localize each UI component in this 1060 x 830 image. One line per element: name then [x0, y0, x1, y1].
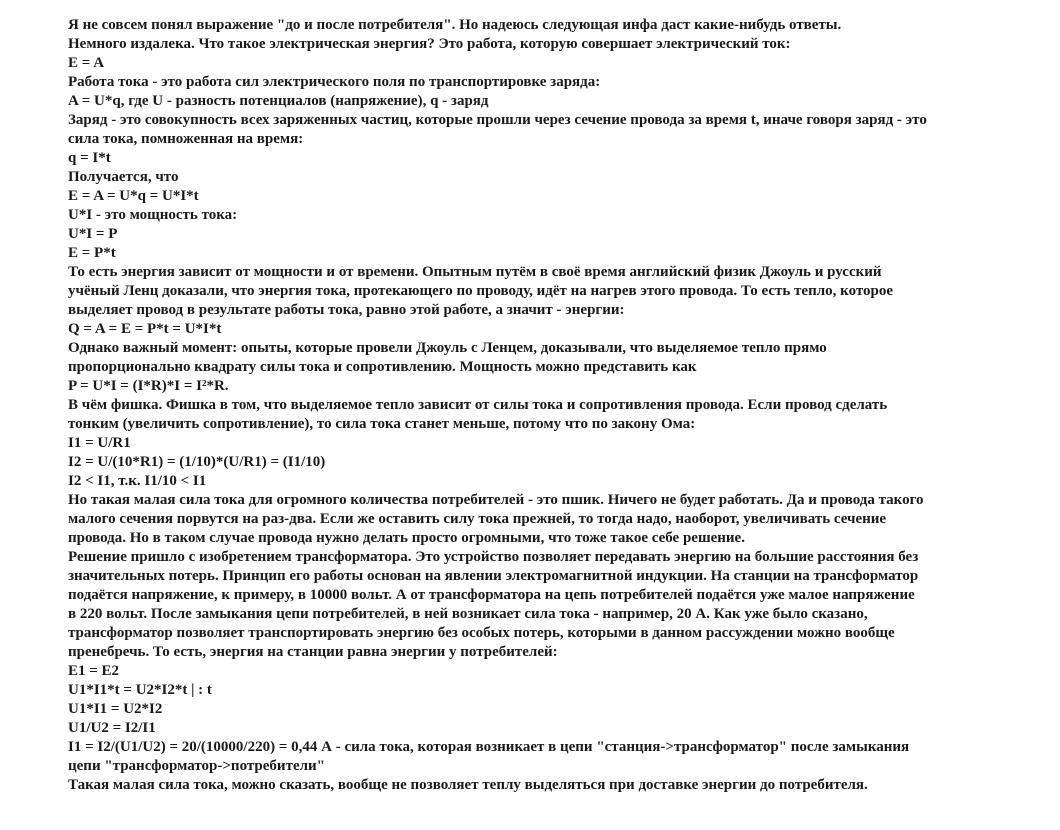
- text-line: пропорционально квадрату силы тока и сопротивлению. Мощность можно представить как: [68, 359, 697, 375]
- text-line: U*I = P: [68, 226, 118, 242]
- text-line: I1 = U/R1: [68, 435, 131, 451]
- document-text: [68, 16, 998, 795]
- text-line: малого сечения порвутся на раз-два. Если же оставить силу тока прежней, то тогда надо, наоборот, увеличивать сечение: [68, 511, 887, 527]
- text-line: провода. Но в таком случае провода нужно делать просто огромными, что тоже такое себе решение.: [68, 530, 745, 546]
- text-line: Заряд - это совокупность всех заряженных частиц, которые прошли через сечение провода за время t, иначе говоря заряд - это: [68, 112, 927, 128]
- text-line: в 220 вольт. После замыкания цепи потребителей, в ней возникает сила тока - например, 20 А. Как уже было сказано,: [68, 606, 868, 622]
- text-line: A = U*q, где U - разность потенциалов (напряжение), q - заряд: [68, 93, 489, 109]
- text-line: E1 = E2: [68, 663, 120, 679]
- text-line: цепи "трансформатор->потребители": [68, 758, 325, 774]
- text-line: U*I - это мощность тока:: [68, 207, 238, 223]
- text-line: сила тока, помноженная на время:: [68, 131, 304, 147]
- text-line: E = A: [68, 55, 105, 71]
- text-line: Получается, что: [68, 169, 179, 185]
- text-line: U1/U2 = I2/I1: [68, 720, 156, 736]
- text-line: Q = A = E = P*t = U*I*t: [68, 321, 222, 337]
- text-line: I2 < I1, т.к. I1/10 < I1: [68, 473, 207, 489]
- text-line: То есть энергия зависит от мощности и от времени. Опытным путём в своё время английский физик Джоуль и русский: [68, 264, 882, 280]
- text-line: Решение пришло с изобретением трансформатора. Это устройство позволяет передавать энергию на большие расстояния без: [68, 549, 919, 565]
- text-line: В чём фишка. Фишка в том, что выделяемое тепло зависит от силы тока и сопротивления провода. Если провод сделать: [68, 397, 888, 413]
- text-line: E = A = U*q = U*I*t: [68, 188, 199, 204]
- text-line: значительных потерь. Принцип его работы основан на явлении электромагнитной индукции. На станции на трансформатор: [68, 568, 919, 584]
- text-line: пренебречь. То есть, энергия на станции равна энергии у потребителей:: [68, 644, 558, 660]
- text-line: P = U*I = (I*R)*I = I²*R.: [68, 378, 229, 394]
- text-line: Немного издалека. Что такое электрическая энергия? Это работа, которую совершает электрический ток:: [68, 36, 791, 52]
- text-line: q = I*t: [68, 150, 111, 166]
- text-line: I1 = I2/(U1/U2) = 20/(10000/220) = 0,44 А - сила тока, которая возникает в цепи "станция->трансформатор" после замыкания: [68, 739, 910, 755]
- text-line: подаётся напряжение, к примеру, в 10000 вольт. А от трансформатора на цепь потребителей подаётся уже малое напряжение: [68, 587, 915, 603]
- text-line: тонким (увеличить сопротивление), то сила тока станет меньше, потому что по закону Ома:: [68, 416, 696, 432]
- text-line: Работа тока - это работа сил электрического поля по транспортировке заряда:: [68, 74, 601, 90]
- text-line: U1*I1*t = U2*I2*t | : t: [68, 682, 212, 698]
- text-line: U1*I1 = U2*I2: [68, 701, 163, 717]
- text-line: I2 = U/(10*R1) = (1/10)*(U/R1) = (I1/10): [68, 454, 326, 470]
- text-line: Такая малая сила тока, можно сказать, вообще не позволяет теплу выделяться при доставке энергии до потребителя.: [68, 777, 868, 793]
- text-line: Но такая малая сила тока для огромного количества потребителей - это пшик. Ничего не будет работать. Да и провода такого: [68, 492, 924, 508]
- text-line: Я не совсем понял выражение "до и после потребителя". Но надеюсь следующая инфа даст какие-нибудь ответы.: [68, 17, 842, 33]
- text-line: E = P*t: [68, 245, 116, 261]
- text-line: выделяет провод в результате работы тока, равно этой работе, а значит - энергии:: [68, 302, 625, 318]
- text-line: трансформатор позволяет транспортировать энергию без особых потерь, которыми в данном рассуждении можно вообще: [68, 625, 895, 641]
- text-line: учёный Ленц доказали, что энергия тока, протекающего по проводу, идёт на нагрев этого провода. То есть тепло, которое: [68, 283, 894, 299]
- text-line: Однако важный момент: опыты, которые провели Джоуль с Ленцем, доказывали, что выделяемое тепло прямо: [68, 340, 827, 356]
